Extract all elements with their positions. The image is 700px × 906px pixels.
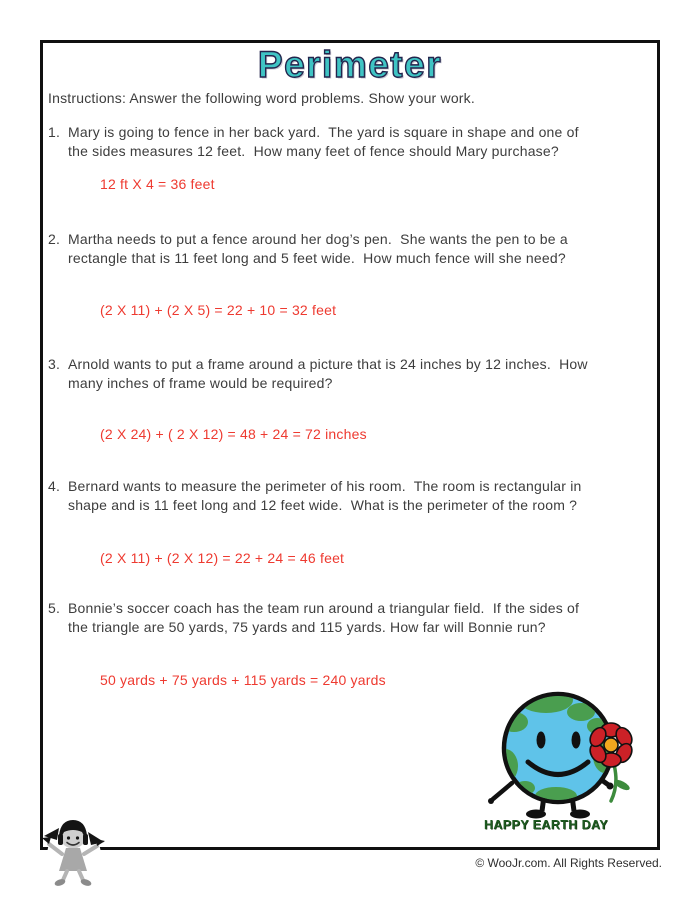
problem-2-answer: (2 X 11) + (2 X 5) = 22 + 10 = 32 feet <box>100 302 337 318</box>
question-line: shape and is 11 feet long and 12 feet wide. What is the perimeter of the room ? <box>68 497 578 513</box>
question-line <box>48 123 656 142</box>
question-text: Bernard wants to measure the perimeter of his room. The room is rectangular in <box>68 478 582 494</box>
question-line: rectangle that is 11 feet long and 5 feet wide. How much fence will she need? <box>68 250 566 266</box>
worksheet-title: Perimeter <box>257 44 443 85</box>
question-line <box>48 355 656 374</box>
instructions-text: Instructions: Answer the following word problems. Show your work. <box>48 90 475 106</box>
question-text: Bonnie’s soccer coach has the team run around a triangular field. If the sides of <box>68 600 580 616</box>
problem-5-question <box>48 599 656 637</box>
question-line: many inches of frame would be required? <box>68 375 333 391</box>
problem-4-question <box>48 477 656 515</box>
earth-left-arm <box>488 783 512 804</box>
question-line <box>48 477 656 496</box>
problem-1-answer: 12 ft X 4 = 36 feet <box>100 176 215 192</box>
flower-icon <box>587 723 635 767</box>
problem-3-answer: (2 X 24) + ( 2 X 12) = 48 + 24 = 72 inches <box>100 426 367 442</box>
problem-number: 1. <box>48 124 61 140</box>
problem-1-question <box>48 123 656 161</box>
earth-mascot-illustration <box>478 688 650 823</box>
question-text: Martha needs to put a fence around her dog’s pen. She wants the pen to be a <box>68 231 568 247</box>
happy-earth-day-caption: HAPPY EARTH DAY <box>483 818 609 832</box>
question-text: Mary is going to fence in her back yard. The yard is square in shape and one of <box>68 124 579 140</box>
question-line <box>48 599 656 618</box>
question-line: the triangle are 50 yards, 75 yards and 115 yards. How far will Bonnie run? <box>68 619 546 635</box>
problem-number: 2. <box>48 231 61 247</box>
problem-number: 5. <box>48 600 61 616</box>
jumping-girl-illustration <box>38 814 108 888</box>
problem-number: 3. <box>48 356 61 372</box>
problem-3-question <box>48 355 656 393</box>
problem-2-question <box>48 230 656 268</box>
question-line <box>48 230 656 249</box>
problem-number: 4. <box>48 478 61 494</box>
question-text: Arnold wants to put a frame around a picture that is 24 inches by 12 inches. How <box>68 356 588 372</box>
copyright-text: © WooJr.com. All Rights Reserved. <box>475 856 662 870</box>
question-line: the sides measures 12 feet. How many feet of fence should Mary purchase? <box>68 143 559 159</box>
problem-4-answer: (2 X 11) + (2 X 12) = 22 + 24 = 46 feet <box>100 550 345 566</box>
problem-5-answer: 50 yards + 75 yards + 115 yards = 240 yards <box>100 672 386 688</box>
